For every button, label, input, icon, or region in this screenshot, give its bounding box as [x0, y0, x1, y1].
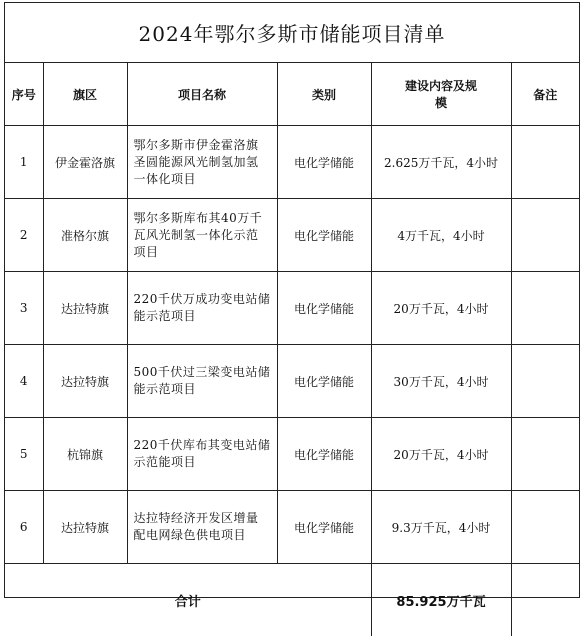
row-no: 6 [5, 491, 43, 564]
document-title: 2024年鄂尔多斯市储能项目清单 [5, 3, 579, 63]
row-district: 达拉特旗 [43, 491, 127, 564]
row-scale: 30万千瓦，4小时 [371, 345, 511, 418]
row-scale: 20万千瓦，4小时 [371, 272, 511, 345]
header-district: 旗区 [43, 63, 127, 126]
row-district: 伊金霍洛旗 [43, 126, 127, 199]
table-row [5, 272, 579, 345]
row-category: 电化学储能 [277, 345, 371, 418]
row-scale: 9.3万千瓦，4小时 [371, 491, 511, 564]
row-project-name: 220千伏库布其变电站储示范能项目 [127, 418, 277, 491]
row-note [511, 199, 579, 272]
row-note [511, 491, 579, 564]
row-project-name: 500千伏过三梁变电站储能示范项目 [127, 345, 277, 418]
row-district: 达拉特旗 [43, 345, 127, 418]
row-category: 电化学储能 [277, 491, 371, 564]
row-project-name: 鄂尔多斯市伊金霍洛旗圣圆能源风光制氢加氢一体化项目 [127, 126, 277, 199]
project-list-sheet [4, 2, 580, 598]
total-note [511, 564, 579, 636]
project-table [5, 63, 579, 636]
header-no: 序号 [5, 63, 43, 126]
header-scale: 建设内容及规模 [371, 63, 511, 126]
row-no: 4 [5, 345, 43, 418]
header-category: 类别 [277, 63, 371, 126]
row-scale: 4万千瓦，4小时 [371, 199, 511, 272]
row-category: 电化学储能 [277, 418, 371, 491]
header-row [5, 63, 579, 126]
row-project-name: 220千伏万成功变电站储能示范项目 [127, 272, 277, 345]
row-category: 电化学储能 [277, 126, 371, 199]
row-scale: 2.625万千瓦，4小时 [371, 126, 511, 199]
table-row [5, 199, 579, 272]
total-label: 合计 [5, 564, 371, 636]
header-note: 备注 [511, 63, 579, 126]
row-scale: 20万千瓦，4小时 [371, 418, 511, 491]
row-note [511, 345, 579, 418]
total-row [5, 564, 579, 636]
table-row [5, 345, 579, 418]
row-district: 达拉特旗 [43, 272, 127, 345]
row-category: 电化学储能 [277, 272, 371, 345]
row-project-name: 鄂尔多斯库布其40万千瓦风光制氢一体化示范项目 [127, 199, 277, 272]
row-no: 2 [5, 199, 43, 272]
row-project-name: 达拉特经济开发区增量配电网绿色供电项目 [127, 491, 277, 564]
row-no: 3 [5, 272, 43, 345]
row-category: 电化学储能 [277, 199, 371, 272]
row-note [511, 126, 579, 199]
row-no: 5 [5, 418, 43, 491]
total-value: 85.925万千瓦 [371, 564, 511, 636]
table-row [5, 491, 579, 564]
row-district: 杭锦旗 [43, 418, 127, 491]
row-note [511, 272, 579, 345]
row-no: 1 [5, 126, 43, 199]
header-project-name: 项目名称 [127, 63, 277, 126]
row-note [511, 418, 579, 491]
row-district: 准格尔旗 [43, 199, 127, 272]
table-row [5, 126, 579, 199]
table-row [5, 418, 579, 491]
